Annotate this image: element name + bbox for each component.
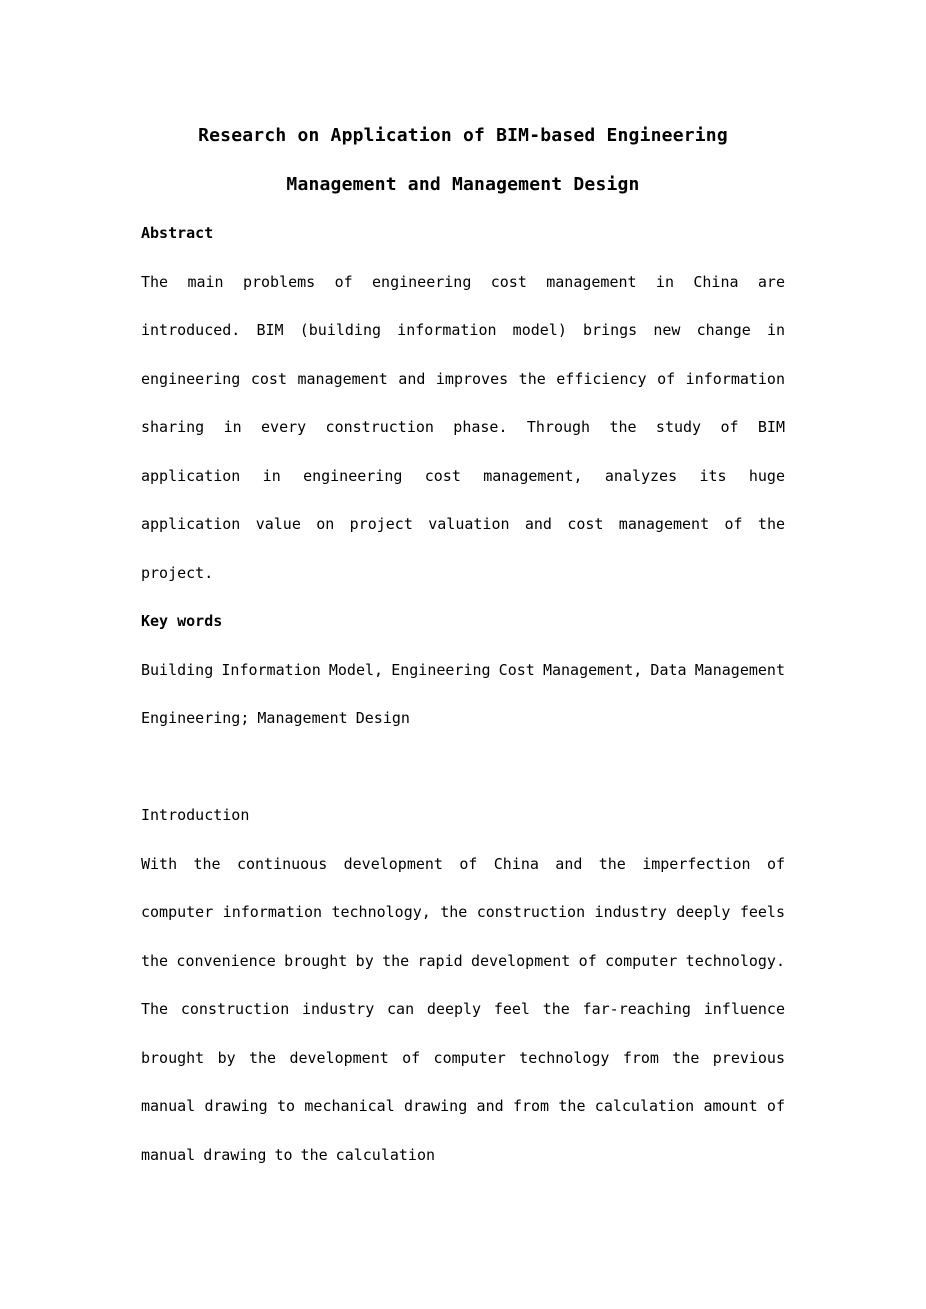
paper-title <box>141 112 785 209</box>
paper-body <box>141 112 785 1179</box>
introduction-heading: Introduction <box>141 806 250 824</box>
paper-title-line-2: Management and Management Design <box>286 173 640 195</box>
paper-title-line-1: Research on Application of BIM-based Engineering <box>198 125 728 146</box>
abstract-text: The main problems of engineering cost management in China are introduced. BIM (building information model) brings new change in engineering cost management and improves the efficiency of information sharing in every construction phase. Through the study of BIM application in engineering cost management, analyzes its huge application value on project valuation and cost management of the project. <box>141 272 785 582</box>
keywords-heading: Key words <box>141 612 223 630</box>
abstract-heading: Abstract <box>141 224 214 242</box>
section-spacer <box>141 743 785 792</box>
keywords-text: Building Information Model, Engineering Cost Management, Data Management Engineering; Management Design <box>141 660 785 727</box>
introduction-text: With the continuous development of China and the imperfection of computer information technology, the construction industry deeply feels the convenience brought by the rapid development of computer technology. The construction industry can deeply feel the far-reaching influence brought by the development of computer technology from the previous manual drawing to mechanical drawing and from the calculation amount of manual drawing to the calculation <box>141 854 785 1164</box>
